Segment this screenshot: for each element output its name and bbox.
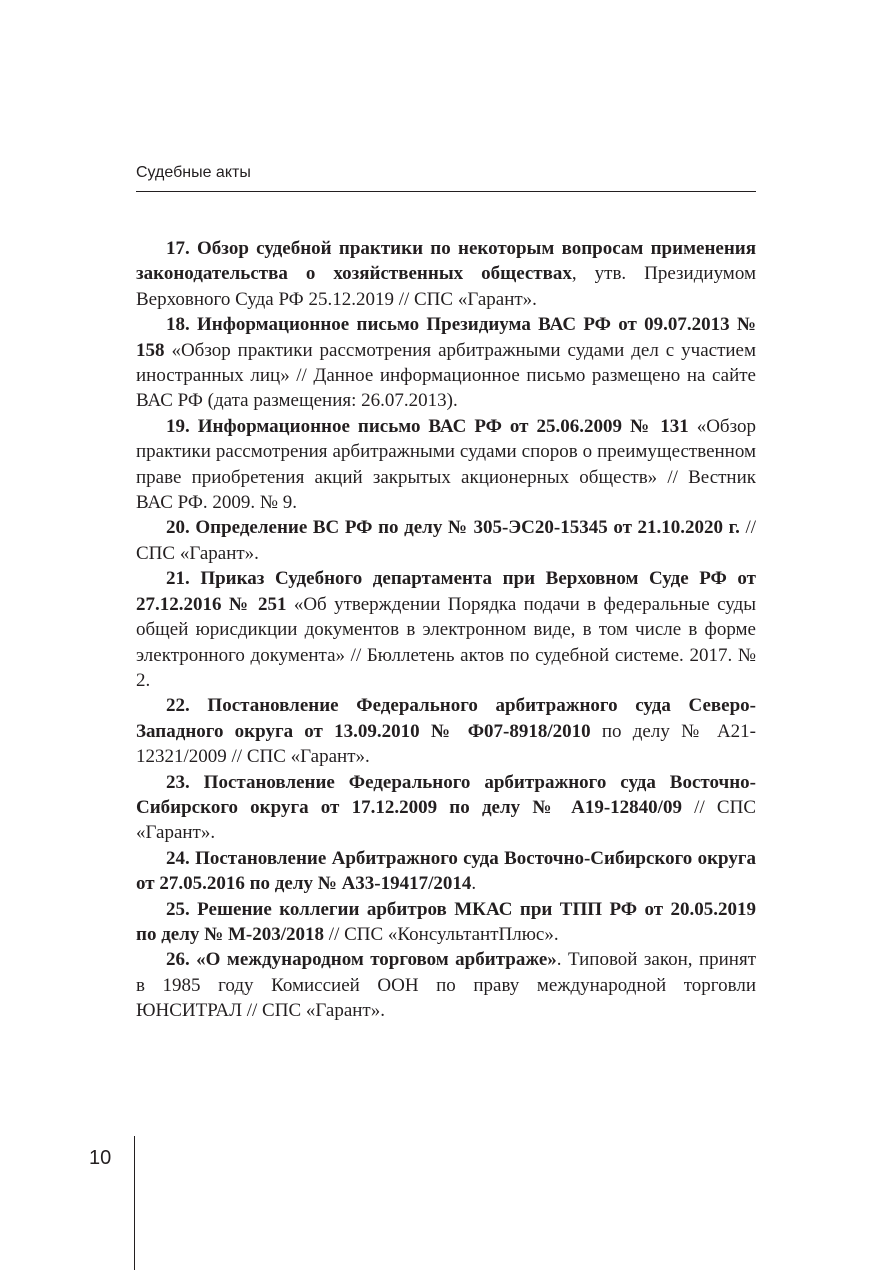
reference-entry-20 xyxy=(136,515,756,566)
reference-details: . Типовой закон, принят в 1985 году Комиссией ООН по праву международной торговли ЮНСИТРАЛ // СПС «Гарант». xyxy=(136,949,756,1022)
reference-entry-17 xyxy=(136,236,756,312)
reference-entry-23 xyxy=(136,770,756,846)
reference-entry-25 xyxy=(136,897,756,948)
reference-title: 20. Определение ВС РФ по делу № 305-ЭС20-15345 от 21.10.2020 г. xyxy=(166,517,740,539)
reference-entry-26 xyxy=(136,947,756,1023)
folio-divider xyxy=(134,1136,135,1270)
reference-details: по делу № А21-12321/2009 // СПС «Гарант». xyxy=(136,720,756,768)
reference-title: 26. «О международном торговом арбитраже» xyxy=(166,949,557,971)
reference-title: 18. Информационное письмо Президиума ВАС РФ от 09.07.2013 № 158 xyxy=(136,314,756,361)
reference-entry-18 xyxy=(136,312,756,414)
reference-entry-24 xyxy=(136,846,756,897)
reference-entry-19 xyxy=(136,414,756,516)
header-divider xyxy=(136,191,756,192)
reference-title: 23. Постановление Федерального арбитражного суда Восточно-Сибирского округа от 17.12.2009 по делу № А19-12840/09 xyxy=(136,771,756,818)
reference-entry-22 xyxy=(136,693,756,769)
reference-title: 25. Решение коллегии арбитров МКАС при ТПП РФ от 20.05.2019 по делу № М-203/2018 xyxy=(136,898,756,945)
reference-list xyxy=(136,236,756,1024)
running-head-title: Судебные акты xyxy=(136,164,251,181)
reference-title: 24. Постановление Арбитражного суда Восточно-Сибирского округа от 27.05.2016 по делу № А33-19417/2014 xyxy=(136,847,756,895)
reference-details: // СПС «КонсультантПлюс». xyxy=(324,923,559,945)
reference-details: . xyxy=(471,873,477,895)
reference-details: , утв. Президиумом Верховного Суда РФ 25.12.2019 // СПС «Гарант». xyxy=(136,263,756,310)
reference-entry-21 xyxy=(136,566,756,693)
page-number: 10 xyxy=(89,1147,112,1169)
reference-title: 22. Постановление Федерального арбитражного суда Северо-Западного округа от 13.09.2010 № Ф07-8918/2010 xyxy=(136,695,756,742)
reference-details: // СПС «Гарант». xyxy=(136,517,756,564)
reference-title: 17. Обзор судебной практики по некоторым вопросам применения законодательства о хозяйственных обществах xyxy=(136,238,756,285)
reference-title: 21. Приказ Судебного департамента при Верховном Суде РФ от 27.12.2016 № 251 xyxy=(136,568,756,615)
reference-title: 19. Информационное письмо ВАС РФ от 25.06.2009 № 131 xyxy=(166,415,689,437)
reference-details: // СПС «Гарант». xyxy=(136,796,756,844)
reference-details: «Обзор практики рассмотрения арбитражными судами дел с участием иностранных лиц» // Данное информационное письмо размещено на сайте ВАС РФ (дата размещения: 26.07.2013). xyxy=(136,339,756,412)
reference-details: «Обзор практики рассмотрения арбитражными судами споров о преимущественном праве приобретения акций закрытых акционерных обществ» // Вестник ВАС РФ. 2009. № 9. xyxy=(136,415,756,514)
reference-details: «Об утверждении Порядка подачи в федеральные суды общей юрисдикции документов в электронном виде, в том числе в форме электронного документа» // Бюллетень актов по судебной системе. 2017. № 2. xyxy=(136,593,757,691)
